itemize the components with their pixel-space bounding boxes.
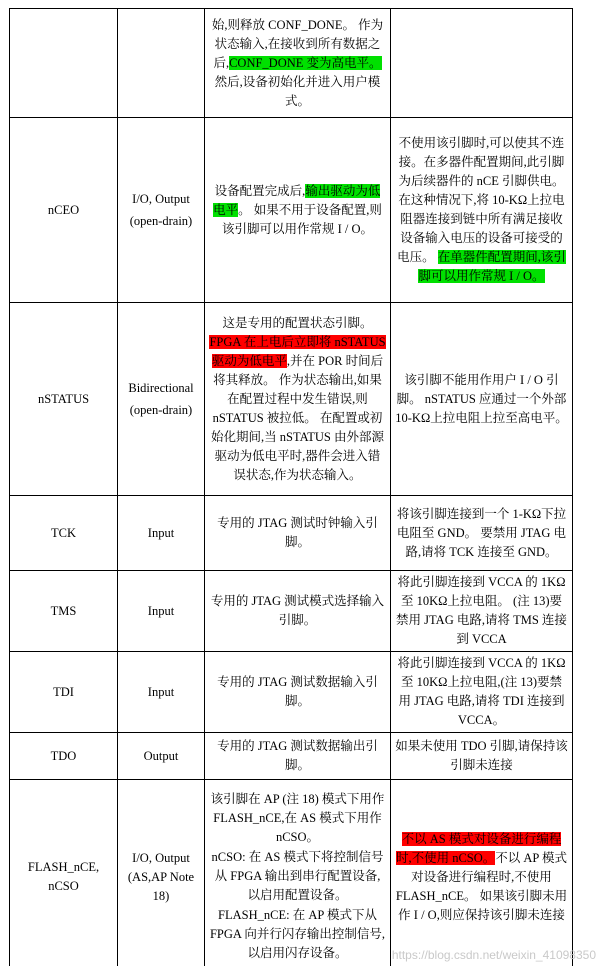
description-cell [205, 780, 391, 966]
pin-name: nCEO [47, 202, 80, 217]
note-text: 不以 AP 模式对设备进行编程时,不使用 FLASH_nCE。 如果该引脚未用作 I / O,则应保持该引脚未连接 [395, 850, 568, 922]
pin-cell [10, 496, 118, 571]
pin-cell [10, 780, 118, 966]
type-cell [118, 652, 205, 733]
table-row [10, 496, 573, 571]
type-line: Input [147, 603, 175, 618]
table-row [10, 9, 573, 118]
note-text: 将此引脚连接到 VCCA 的 1KΩ至 10KΩ上拉电阻,(注 13)要禁用 JTAG 电路,请将 TDI 连接到 VCCA。 [397, 656, 566, 727]
table-row [10, 780, 573, 966]
type-cell [118, 303, 205, 496]
desc-text: 设备配置完成后, [214, 183, 306, 198]
note-text: 将此引脚连接到 VCCA 的 1KΩ至 10KΩ上拉电阻。 (注 13)要禁用 JTAG 电路,请将 TMS 连接到 VCCA [396, 575, 567, 646]
highlighted-text-red: FPGA 在上电后立即将 nSTATUS 驱动为低电平 [209, 334, 386, 368]
pin-name: nCSO [48, 879, 79, 893]
type-line: (open-drain) [129, 402, 193, 417]
type-cell [118, 9, 205, 118]
note-cell [391, 571, 573, 652]
highlighted-text-red: 不以 AS 模式对设备进行编程时,不使用 nCSO。 [395, 831, 562, 865]
desc-text: 专用的 JTAG 测试时钟输入引脚。 [217, 516, 378, 549]
desc-paragraph [209, 906, 386, 963]
desc-text: 。 如果不用于设备配置,则该引脚可以用作常规 I / O。 [221, 202, 382, 236]
desc-text: 专用的 JTAG 测试数据输入引脚。 [217, 675, 378, 708]
table-row [10, 652, 573, 733]
pin-name: TCK [51, 525, 76, 540]
pin-name: FLASH_nCE, [27, 860, 100, 874]
desc-text: nCSO: 在 AS 模式下将控制信号从 FPGA 输出到串行配置设备,以启用配置设备。 [211, 850, 384, 902]
table-row [10, 733, 573, 780]
table-row [10, 118, 573, 303]
description-cell [205, 303, 391, 496]
description-cell [205, 496, 391, 571]
pin-table [9, 8, 573, 966]
pin-name: TDI [53, 684, 74, 699]
pin-cell [10, 652, 118, 733]
desc-paragraph [209, 848, 386, 905]
note-text: 不使用该引脚时,可以使其不连接。在多器件配置期间,此引脚为后续器件的 nCE 引脚供电。 在这种情况下,将 10-KΩ上拉电阻器连接到链中所有满足接收设备输入电压的设备可接受的电压。 [397, 136, 565, 264]
table-row [10, 571, 573, 652]
type-line: 18) [152, 888, 170, 903]
type-line: Input [147, 684, 175, 699]
desc-text: FLASH_nCE: 在 AP 模式下从 FPGA 向并行闪存输出控制信号,以启用闪存设备。 [209, 908, 386, 960]
description-cell [205, 118, 391, 303]
desc-text: ,并在 POR 时间后将其释放。 作为状态输出,如果在配置过程中发生错误,则 nSTATUS 被拉低。 在配置或初始化期间,当 nSTATUS 由外部源驱动为低电平时,器件会进入错误状态,作为状态输入。 [211, 353, 384, 482]
note-cell [391, 303, 573, 496]
description-cell [205, 571, 391, 652]
type-cell [118, 733, 205, 780]
desc-text: 始,则释放 CONF_DONE。 作为状态输入,在接收到所有数据之后, [211, 17, 384, 70]
note-text: 将该引脚连接到一个 1-KΩ下拉电阻至 GND。 要禁用 JTAG 电路,请将 TCK 连接至 GND。 [396, 506, 567, 559]
pin-cell [10, 118, 118, 303]
pin-cell [10, 733, 118, 780]
description-cell [205, 9, 391, 118]
note-cell [391, 652, 573, 733]
type-cell [118, 780, 205, 966]
type-cell [118, 118, 205, 303]
type-cell [118, 571, 205, 652]
table-row [10, 303, 573, 496]
highlighted-text-green: 在单器件配置期间,该引脚可以用作常规 I / O。 [418, 250, 566, 283]
desc-paragraph [209, 790, 386, 847]
pin-cell [10, 303, 118, 496]
type-line: Output [143, 748, 179, 763]
desc-text: 这是专用的配置状态引脚。 [222, 315, 373, 330]
description-cell [205, 733, 391, 780]
pin-cell [10, 571, 118, 652]
desc-text: 该引脚在 AP (注 18) 模式下用作 FLASH_nCE,在 AS 模式下用作 nCSO。 [210, 792, 385, 844]
highlighted-text-green: 输出驱动为低电平 [213, 183, 381, 217]
note-cell [391, 496, 573, 571]
note-cell [391, 780, 573, 966]
type-line: I/O, Output [132, 850, 190, 865]
type-line: (open-drain) [129, 213, 193, 228]
type-line: I/O, Output [132, 191, 190, 206]
desc-text: 专用的 JTAG 测试模式选择输入引脚。 [210, 594, 385, 627]
note-text: 该引脚不能用作用户 I / O 引脚。 nSTATUS 应通过一个外部 10-KΩ上拉电阻上拉至高电平。 [395, 372, 568, 425]
desc-text: 然后,设备初始化并进入用户模式。 [214, 74, 381, 108]
description-cell [205, 652, 391, 733]
type-cell [118, 496, 205, 571]
note-cell [391, 733, 573, 780]
csdn-watermark: https://blog.csdn.net/weixin_41098350 [391, 948, 596, 962]
highlighted-text-green: CONF_DONE 变为高电平。 [229, 55, 382, 70]
pin-name: nSTATUS [37, 391, 90, 406]
pin-name: TMS [50, 603, 77, 618]
note-cell [391, 9, 573, 118]
type-line: (AS,AP Note [127, 869, 195, 884]
pin-name: TDO [50, 748, 77, 763]
type-line: Input [147, 525, 175, 540]
pin-cell [10, 9, 118, 118]
note-cell [391, 118, 573, 303]
desc-text: 专用的 JTAG 测试数据输出引脚。 [217, 739, 378, 772]
type-line: Bidirectional [128, 380, 194, 395]
note-text: 如果未使用 TDO 引脚,请保持该引脚未连接 [395, 739, 568, 772]
